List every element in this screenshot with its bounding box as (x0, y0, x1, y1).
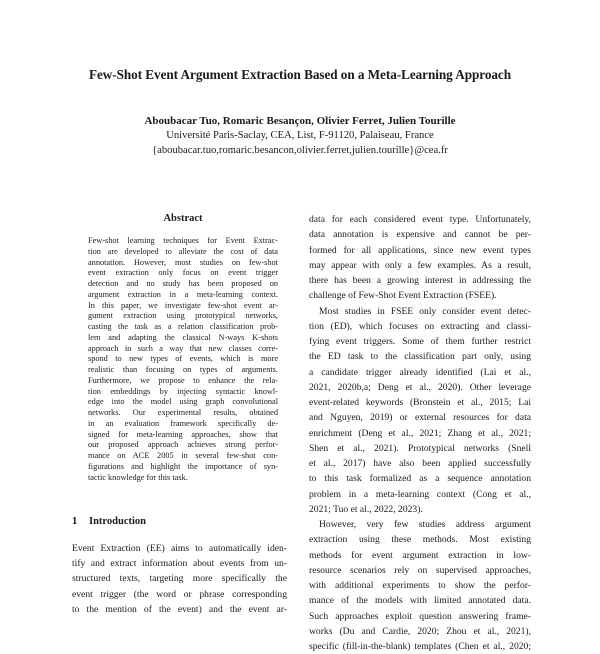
section-number: 1 (72, 516, 78, 527)
text-line: event trigger (the word or phrase corresponding (72, 588, 287, 600)
text-line: Shen et al., 2021). Prototypical networks (Snell (309, 442, 531, 454)
text-line: the ED task to the classification part only, using (309, 351, 531, 363)
text-line: et al., 2017) have also been applied successfully (309, 458, 531, 469)
right-column-body (309, 212, 531, 654)
text-line: Such approaches exploit question answering frame- (309, 610, 531, 622)
text-line: challenge of Few-Shot Event Extraction (FSEE). (309, 290, 497, 302)
text-line: mance of the models with limited annotated data. (309, 595, 531, 607)
text-line: event-related keywords (Bronstein et al., 2015; Lai (309, 397, 531, 408)
text-line: realistic than focusing on types of arguments. (88, 365, 278, 374)
text-line: tactic knowledge for this task. (88, 472, 188, 482)
section-title: Introduction (89, 516, 146, 527)
text-line: with additional experiments to show the perfor- (309, 580, 531, 591)
text-line: to this task formalized as a sequence annotation (309, 473, 531, 485)
text-line: to the mention of the event) and the event ar- (72, 603, 287, 615)
text-line: annotation. However, most studies on few-shot (88, 257, 278, 267)
text-line: may appear with only a few examples. As a result, (309, 259, 531, 271)
text-line: tion (ED), which focuses on extracting and classi- (309, 320, 531, 332)
text-line: spond to new types of events, which is more (88, 354, 278, 364)
text-line: works (Du and Cardie, 2020; Zhou et al., 2021), (309, 625, 531, 637)
text-line: Most studies in FSEE only consider event detec- (319, 305, 531, 317)
text-line: methods for event argument extraction in low- (309, 549, 531, 561)
text-line: networks. Our experimental results, obtained (88, 408, 278, 417)
text-line: Furthermore, we propose to enhance the rela- (88, 375, 278, 385)
text-line: mance on ACE 2005 in several few-shot con- (88, 451, 278, 460)
text-line: argument extraction in a meta-learning context. (88, 289, 278, 299)
paper-title: Few-Shot Event Argument Extraction Based on a Meta-Learning Approach (88, 67, 511, 82)
text-line: casting the task as a relation classification prob- (88, 322, 278, 331)
text-line: our proposed approach achieves strong perfor- (88, 440, 278, 450)
paper-email: {aboubacar.tuo,romaric.besancon,olivier.ferret,julien.tourille}@cea.fr (152, 145, 448, 156)
abstract-body (88, 236, 278, 483)
text-line: tify and extract information about events from un- (72, 558, 287, 570)
text-line: lem and adapting the classical N-ways K-shots (88, 332, 278, 342)
text-line: fying event triggers. Some of them further restrict (309, 336, 531, 347)
introduction-heading (72, 516, 146, 527)
abstract-heading: Abstract (163, 213, 203, 224)
text-line: and Nguyen, 2019) or external resources for data (309, 412, 531, 424)
text-line: enrichment (Deng et al., 2021; Zhang et al., 2021; (309, 427, 531, 439)
text-line: there has been a growing interest in addressing the (309, 275, 531, 286)
text-line: edge into the model using graph convolutional (88, 397, 278, 407)
text-line: However, very few studies address argument (319, 519, 531, 530)
text-line: problem in a meta-learning context (Cong et al., (309, 488, 531, 500)
text-line: gument extraction using prototypical networks, (88, 311, 278, 321)
paper-affiliation: Université Paris-Saclay, CEA, List, F-91120, Palaiseau, France (166, 130, 434, 141)
text-line: 2021; Tuo et al., 2022, 2023). (309, 503, 423, 515)
text-line: data for each considered event type. Unfortunately, (309, 214, 531, 225)
text-line: structured texts, targeting more specifically the (72, 573, 287, 585)
text-line: data annotation is expensive and cannot be per- (309, 229, 531, 241)
text-line: a candidate trigger already identified (Lai et al., (309, 366, 531, 378)
text-line: Few-shot learning techniques for Event Extrac- (88, 236, 278, 245)
text-line: 2021, 2020b,a; Deng et al., 2020). Other leverage (309, 381, 531, 393)
paper-authors: Aboubacar Tuo, Romaric Besançon, Olivier Ferret, Julien Tourille (144, 115, 456, 127)
text-line: Event Extraction (EE) aims to automatically iden- (72, 543, 287, 554)
text-line: event extraction only focus on event trigger (88, 268, 278, 278)
text-line: detection and no study has been proposed on (88, 279, 278, 288)
text-line: tion embeddings by injecting syntactic knowl- (88, 386, 278, 396)
text-line: extraction using these methods. Most existing (309, 534, 531, 546)
text-line: tion are developed to alleviate the cost of data (88, 246, 278, 256)
text-line: in an evaluation framework specifically de- (88, 418, 278, 428)
text-line: resource scenarios rely on supervised approaches, (309, 564, 531, 576)
introduction-body (72, 541, 287, 617)
text-line: approach in such a way that new classes corre- (88, 343, 278, 353)
text-line: signed for meta-learning approaches, show that (88, 429, 278, 439)
text-line: formed for all applications, since new event types (309, 244, 531, 256)
text-line: figurations and highlight the importance of syn- (88, 461, 278, 471)
text-line: specific (fill-in-the-blank) templates (Chen et al., 2020; (309, 641, 531, 652)
text-line: In this paper, we investigate few-shot event ar- (88, 300, 278, 310)
